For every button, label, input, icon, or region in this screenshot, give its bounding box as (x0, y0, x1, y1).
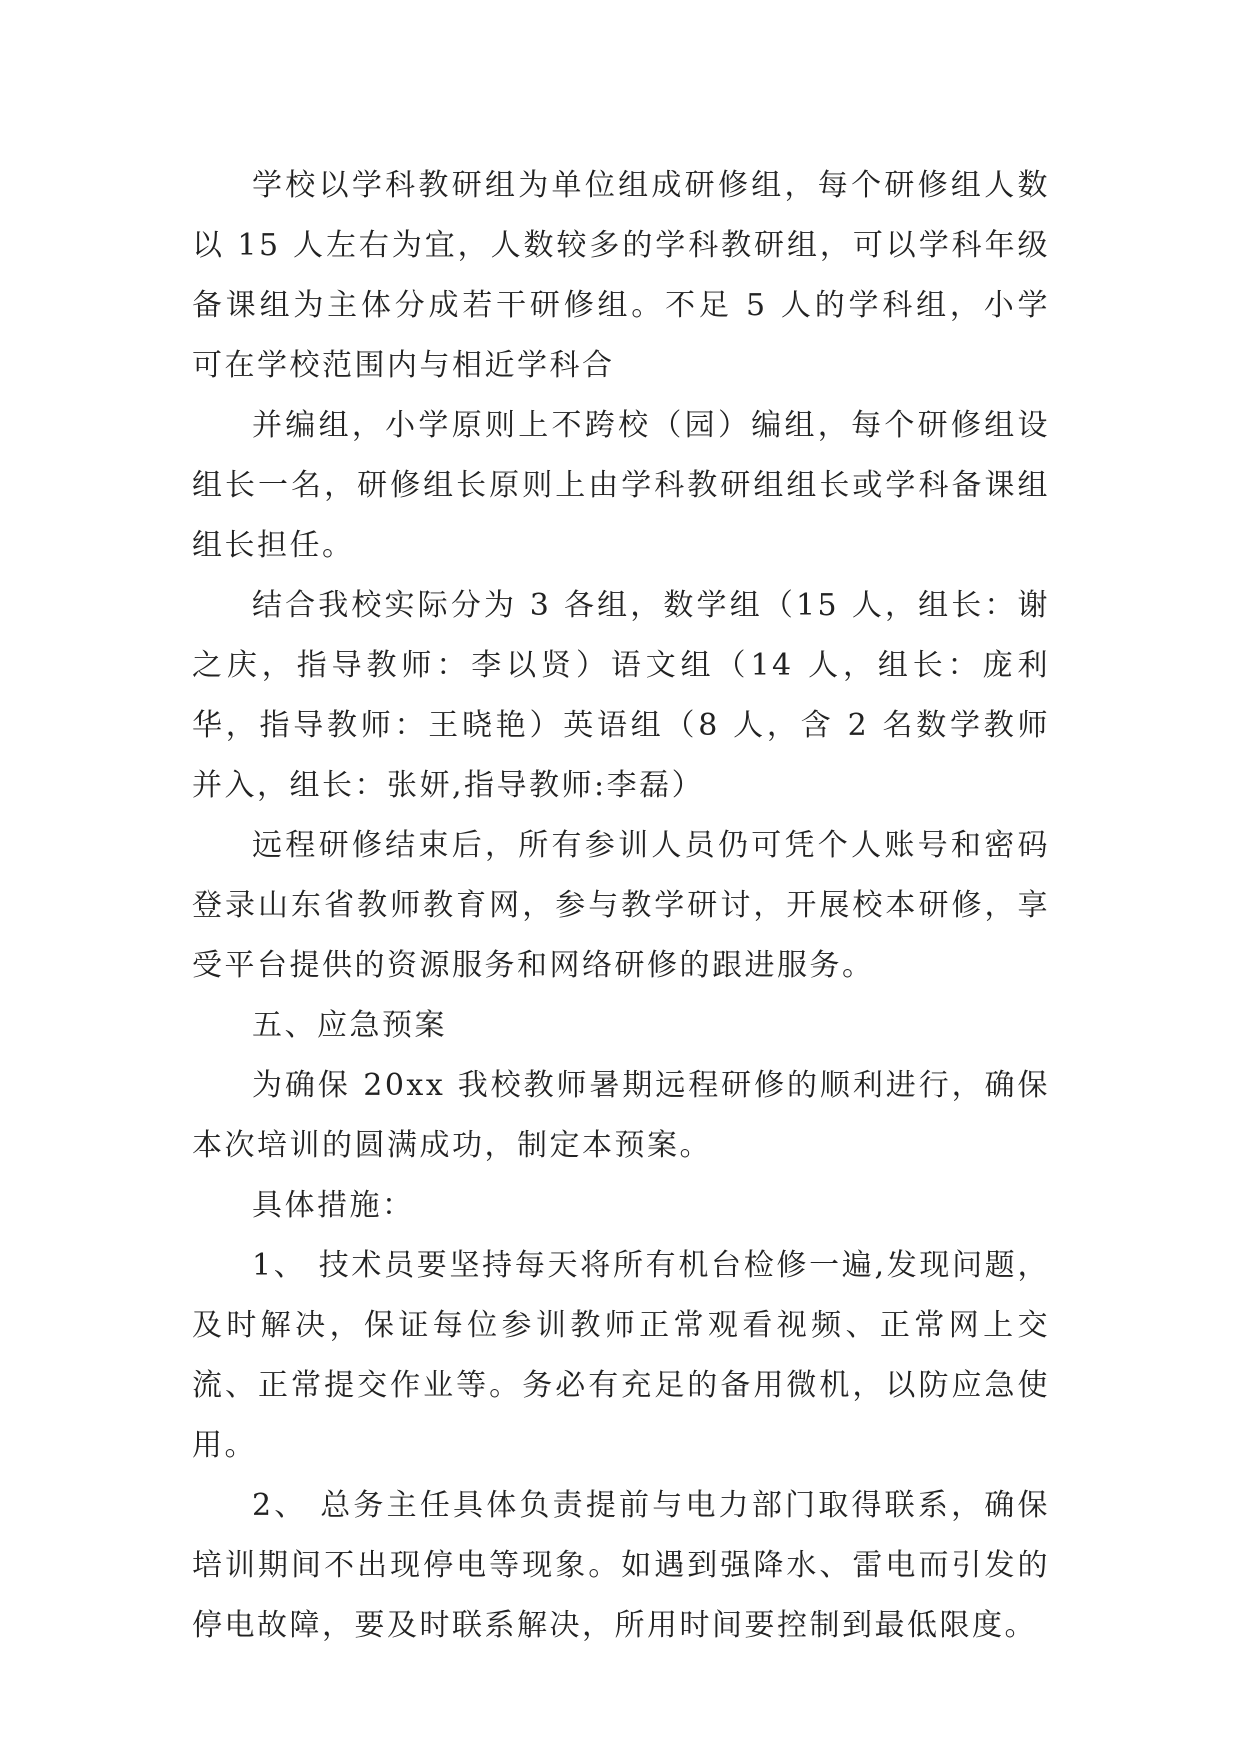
paragraph-group-leaders: 并编组，小学原则上不跨校（园）编组，每个研修组设组长一名，研修组长原则上由学科教研组组长或学科备课组组长担任。 (192, 408, 1050, 563)
section-heading-emergency-plan: 五、应急预案 (252, 1008, 447, 1043)
paragraph-measure-2: 2、 总务主任具体负责提前与电力部门取得联系，确保培训期间不出现停电等现象。如遇到强降水、雷电而引发的停电故障，要及时联系解决，所用时间要控制到最低限度。 (192, 1488, 1050, 1643)
paragraph-group-assignment: 结合我校实际分为 3 各组，数学组（15 人，组长：谢之庆，指导教师：李以贤）语文组（14 人，组长：庞利华，指导教师：王晓艳）英语组（8 人，含 2 名数学教师并入，组长：张妍,指导教师:李磊） (192, 588, 1050, 803)
paragraph-after-training: 远程研修结束后，所有参训人员仍可凭个人账号和密码登录山东省教师教育网，参与教学研讨，开展校本研修，享受平台提供的资源服务和网络研修的跟进服务。 (192, 828, 1050, 983)
paragraph-measure-1: 1、 技术员要坚持每天将所有机台检修一遍,发现问题，及时解决，保证每位参训教师正常观看视频、正常网上交流、正常提交作业等。务必有充足的备用微机，以防应急使用。 (192, 1248, 1050, 1463)
paragraph-grouping-rules: 学校以学科教研组为单位组成研修组，每个研修组人数以 15 人左右为宜，人数较多的学科教研组，可以学科年级备课组为主体分成若干研修组。不足 5 人的学科组，小学可在学校范围内与相近学科合 (192, 168, 1050, 383)
document-body (192, 156, 1050, 1656)
paragraph-plan-purpose: 为确保 20xx 我校教师暑期远程研修的顺利进行，确保本次培训的圆满成功，制定本预案。 (192, 1068, 1050, 1163)
paragraph-measures-heading: 具体措施： (252, 1188, 415, 1223)
